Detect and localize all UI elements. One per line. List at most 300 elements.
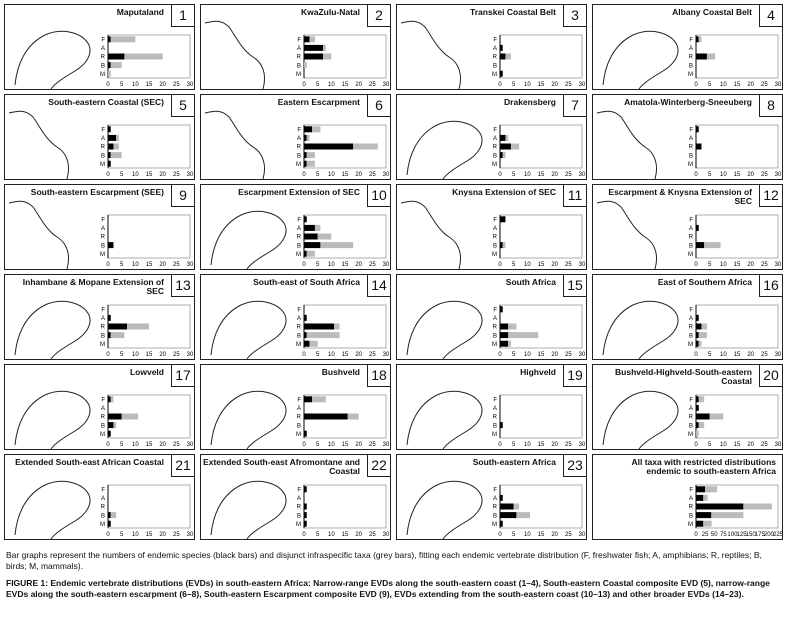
tick-label: 10 bbox=[327, 532, 335, 538]
tick-label: 0 bbox=[302, 82, 306, 88]
bar-endemic bbox=[108, 161, 111, 167]
tick-label: 30 bbox=[382, 532, 390, 538]
evd-panel bbox=[592, 184, 783, 270]
tick-label: 25 bbox=[172, 262, 180, 268]
category-label: F bbox=[297, 217, 301, 224]
tick-label: 5 bbox=[315, 82, 320, 88]
tick-label: 15 bbox=[341, 82, 349, 88]
category-label: M bbox=[296, 71, 301, 78]
panel-number: 4 bbox=[759, 5, 782, 27]
bar-disjunct bbox=[699, 422, 704, 428]
panel-chart bbox=[5, 455, 195, 540]
tick-label: 30 bbox=[186, 262, 194, 268]
tick-label: 0 bbox=[106, 262, 110, 268]
tick-label: 30 bbox=[382, 82, 390, 88]
panel-number: 9 bbox=[171, 185, 194, 207]
bar-disjunct bbox=[704, 242, 720, 248]
bar-endemic bbox=[108, 521, 111, 527]
tick-label: 0 bbox=[498, 82, 502, 88]
tick-label: 20 bbox=[551, 82, 559, 88]
panel-chart bbox=[593, 95, 783, 180]
category-label: B bbox=[296, 243, 301, 250]
tick-label: 20 bbox=[355, 172, 363, 178]
tick-label: 30 bbox=[774, 352, 782, 358]
distribution-map-outline bbox=[205, 111, 265, 179]
category-label: A bbox=[688, 46, 693, 53]
bar-endemic bbox=[108, 152, 111, 158]
category-label: A bbox=[492, 226, 497, 233]
tick-label: 200 bbox=[763, 532, 774, 538]
tick-label: 0 bbox=[694, 262, 698, 268]
category-label: M bbox=[100, 161, 105, 168]
tick-label: 25 bbox=[172, 532, 180, 538]
tick-label: 5 bbox=[707, 352, 712, 358]
tick-label: 20 bbox=[747, 442, 755, 448]
bar-endemic bbox=[696, 332, 699, 338]
bar-disjunct bbox=[111, 36, 136, 42]
category-label: M bbox=[296, 431, 301, 438]
panel-chart bbox=[397, 5, 587, 90]
category-label: M bbox=[688, 251, 693, 258]
chart-frame bbox=[304, 485, 386, 528]
evd-panel bbox=[396, 184, 587, 270]
tick-label: 15 bbox=[145, 82, 153, 88]
bar-disjunct bbox=[503, 152, 506, 158]
tick-label: 30 bbox=[578, 352, 586, 358]
category-label: R bbox=[688, 414, 693, 421]
evd-panel bbox=[396, 4, 587, 90]
panel-title: Albany Coastal Belt bbox=[672, 7, 752, 17]
tick-label: 10 bbox=[131, 172, 139, 178]
bar-endemic bbox=[304, 126, 312, 132]
chart-frame bbox=[696, 125, 778, 168]
bar-endemic bbox=[304, 396, 312, 402]
bar-disjunct bbox=[307, 152, 315, 158]
tick-label: 25 bbox=[564, 442, 572, 448]
tick-label: 10 bbox=[523, 82, 531, 88]
panel-title: Extended South-east African Coastal bbox=[15, 457, 164, 467]
tick-label: 15 bbox=[733, 352, 741, 358]
bar-disjunct bbox=[318, 234, 332, 240]
tick-label: 15 bbox=[145, 352, 153, 358]
bar-endemic bbox=[304, 144, 353, 150]
category-label: F bbox=[297, 127, 301, 134]
tick-label: 30 bbox=[382, 442, 390, 448]
bar-disjunct bbox=[703, 521, 711, 527]
tick-label: 5 bbox=[315, 172, 320, 178]
category-label: M bbox=[492, 251, 497, 258]
tick-label: 30 bbox=[774, 262, 782, 268]
evd-panel bbox=[592, 454, 783, 540]
category-label: F bbox=[297, 487, 301, 494]
panel-number: 15 bbox=[563, 275, 586, 297]
tick-label: 30 bbox=[382, 352, 390, 358]
bar-endemic bbox=[108, 396, 111, 402]
tick-label: 15 bbox=[733, 442, 741, 448]
category-label: F bbox=[493, 397, 497, 404]
panel-chart bbox=[397, 365, 587, 450]
panel-chart bbox=[201, 275, 391, 360]
bar-endemic bbox=[696, 521, 703, 527]
evd-panel bbox=[200, 4, 391, 90]
category-label: M bbox=[100, 431, 105, 438]
tick-label: 10 bbox=[131, 82, 139, 88]
tick-label: 20 bbox=[551, 172, 559, 178]
category-label: R bbox=[100, 324, 105, 331]
tick-label: 0 bbox=[302, 262, 306, 268]
bar-disjunct bbox=[699, 36, 702, 42]
category-label: M bbox=[492, 161, 497, 168]
legend-text: Bar graphs represent the numbers of endemic species (black bars) and disjunct infraspecific taxa (grey bars), fitting each endemic vertebrate distribution (F, freshwater fish; A, amphibians; R, reptiles; B, birds; M, mammals). bbox=[6, 550, 762, 571]
tick-label: 20 bbox=[747, 172, 755, 178]
category-label: M bbox=[296, 161, 301, 168]
bar-disjunct bbox=[124, 54, 162, 60]
tick-label: 30 bbox=[774, 442, 782, 448]
category-label: R bbox=[492, 324, 497, 331]
evd-panel bbox=[4, 274, 195, 360]
category-label: M bbox=[492, 431, 497, 438]
tick-label: 0 bbox=[694, 532, 698, 538]
category-label: B bbox=[688, 513, 693, 520]
bar-endemic bbox=[696, 486, 705, 492]
category-label: R bbox=[492, 504, 497, 511]
tick-label: 0 bbox=[694, 82, 698, 88]
category-label: F bbox=[689, 127, 693, 134]
distribution-map-outline bbox=[407, 391, 482, 449]
category-label: R bbox=[492, 414, 497, 421]
bar-endemic bbox=[304, 54, 323, 60]
category-label: M bbox=[100, 71, 105, 78]
tick-label: 30 bbox=[578, 442, 586, 448]
panel-number: 16 bbox=[759, 275, 782, 297]
category-label: M bbox=[688, 521, 693, 528]
tick-label: 15 bbox=[733, 82, 741, 88]
bar-endemic bbox=[108, 36, 111, 42]
category-label: F bbox=[689, 217, 693, 224]
tick-label: 30 bbox=[186, 352, 194, 358]
tick-label: 5 bbox=[511, 352, 516, 358]
category-label: B bbox=[100, 423, 105, 430]
bar-endemic bbox=[696, 396, 699, 402]
tick-label: 0 bbox=[106, 82, 110, 88]
panel-title: Eastern Escarpment bbox=[277, 97, 360, 107]
tick-label: 5 bbox=[707, 262, 712, 268]
category-label: R bbox=[296, 144, 301, 151]
category-label: F bbox=[493, 217, 497, 224]
bar-endemic bbox=[304, 225, 315, 231]
category-label: M bbox=[688, 71, 693, 78]
panel-title: Amatola-Winterberg-Sneeuberg bbox=[624, 97, 752, 107]
category-label: A bbox=[100, 226, 105, 233]
evd-panel bbox=[200, 274, 391, 360]
tick-label: 5 bbox=[119, 352, 124, 358]
tick-label: 20 bbox=[355, 442, 363, 448]
panel-title: Bushveld-Highveld-South-eastern Coastal bbox=[615, 367, 752, 386]
category-label: A bbox=[492, 46, 497, 53]
tick-label: 25 bbox=[368, 352, 376, 358]
bar-disjunct bbox=[508, 332, 538, 338]
panel-title: South-eastern Escarpment (SEE) bbox=[30, 187, 164, 197]
tick-label: 0 bbox=[106, 172, 110, 178]
tick-label: 5 bbox=[315, 532, 320, 538]
category-label: M bbox=[100, 341, 105, 348]
category-label: F bbox=[101, 37, 105, 44]
tick-label: 25 bbox=[760, 172, 768, 178]
category-label: M bbox=[688, 431, 693, 438]
distribution-map-outline bbox=[15, 31, 90, 89]
category-label: A bbox=[100, 46, 105, 53]
tick-label: 10 bbox=[523, 262, 531, 268]
bar-disjunct bbox=[743, 504, 771, 510]
bar-endemic bbox=[108, 332, 111, 338]
tick-label: 20 bbox=[355, 352, 363, 358]
bar-disjunct bbox=[505, 135, 508, 141]
tick-label: 5 bbox=[119, 82, 124, 88]
evd-panel bbox=[200, 364, 391, 450]
bar-endemic bbox=[108, 144, 113, 150]
tick-label: 5 bbox=[511, 172, 516, 178]
bar-disjunct bbox=[699, 396, 704, 402]
tick-label: 0 bbox=[694, 352, 698, 358]
bar-disjunct bbox=[699, 332, 707, 338]
panel-title: Maputaland bbox=[116, 7, 164, 17]
tick-label: 5 bbox=[707, 172, 712, 178]
tick-label: 15 bbox=[341, 532, 349, 538]
bar-disjunct bbox=[508, 341, 511, 347]
tick-label: 50 bbox=[710, 532, 718, 538]
bar-endemic bbox=[500, 495, 503, 501]
panel-chart bbox=[5, 275, 195, 360]
bar-disjunct bbox=[516, 512, 530, 518]
category-label: F bbox=[297, 397, 301, 404]
category-label: R bbox=[100, 504, 105, 511]
panel-number: 8 bbox=[759, 95, 782, 117]
tick-label: 20 bbox=[551, 262, 559, 268]
bar-endemic bbox=[500, 45, 503, 51]
distribution-map-outline bbox=[407, 481, 482, 539]
tick-label: 5 bbox=[315, 352, 320, 358]
category-label: R bbox=[296, 234, 301, 241]
panel-title: Knysna Extension of SEC bbox=[452, 187, 556, 197]
bar-endemic bbox=[696, 36, 699, 42]
chart-frame bbox=[696, 215, 778, 258]
category-label: A bbox=[688, 316, 693, 323]
bar-endemic bbox=[304, 161, 307, 167]
evd-panel bbox=[4, 364, 195, 450]
category-label: R bbox=[688, 504, 693, 511]
tick-label: 5 bbox=[119, 262, 124, 268]
category-label: A bbox=[492, 136, 497, 143]
bar-endemic bbox=[500, 71, 503, 77]
tick-label: 15 bbox=[537, 172, 545, 178]
evd-panel bbox=[396, 454, 587, 540]
tick-label: 10 bbox=[327, 442, 335, 448]
tick-label: 25 bbox=[564, 262, 572, 268]
evd-panel bbox=[592, 364, 783, 450]
category-label: A bbox=[492, 496, 497, 503]
distribution-map-outline bbox=[9, 111, 69, 179]
panel-number: 6 bbox=[367, 95, 390, 117]
category-label: F bbox=[493, 307, 497, 314]
bar-endemic bbox=[696, 414, 710, 420]
distribution-map-outline bbox=[407, 301, 482, 359]
category-label: B bbox=[688, 153, 693, 160]
distribution-map-outline bbox=[407, 121, 482, 179]
bar-disjunct bbox=[711, 512, 743, 518]
tick-label: 0 bbox=[694, 172, 698, 178]
bar-endemic bbox=[304, 152, 307, 158]
tick-label: 20 bbox=[159, 82, 167, 88]
category-label: A bbox=[492, 406, 497, 413]
panel-title: South-eastern Coastal (SEC) bbox=[48, 97, 164, 107]
bar-endemic bbox=[500, 144, 511, 150]
tick-label: 5 bbox=[315, 262, 320, 268]
tick-label: 100 bbox=[727, 532, 738, 538]
bar-disjunct bbox=[127, 324, 149, 330]
bar-disjunct bbox=[323, 45, 326, 51]
tick-label: 20 bbox=[159, 262, 167, 268]
tick-label: 10 bbox=[523, 442, 531, 448]
category-label: B bbox=[688, 63, 693, 70]
panel-chart bbox=[593, 185, 783, 270]
bar-disjunct bbox=[307, 135, 310, 141]
tick-label: 30 bbox=[382, 262, 390, 268]
panel-chart bbox=[397, 185, 587, 270]
tick-label: 0 bbox=[302, 442, 306, 448]
category-label: F bbox=[493, 37, 497, 44]
bar-disjunct bbox=[111, 512, 116, 518]
tick-label: 15 bbox=[341, 352, 349, 358]
tick-label: 10 bbox=[131, 262, 139, 268]
distribution-map-outline bbox=[211, 301, 286, 359]
distribution-map-outline bbox=[15, 391, 90, 449]
category-label: A bbox=[100, 406, 105, 413]
tick-label: 30 bbox=[774, 172, 782, 178]
evd-panel bbox=[4, 94, 195, 180]
category-label: R bbox=[100, 54, 105, 61]
category-label: B bbox=[492, 153, 497, 160]
tick-label: 0 bbox=[106, 442, 110, 448]
bar-endemic bbox=[304, 315, 307, 321]
bar-endemic bbox=[696, 54, 707, 60]
category-label: R bbox=[688, 144, 693, 151]
category-label: F bbox=[689, 307, 693, 314]
panel-number: 22 bbox=[367, 455, 390, 477]
category-label: B bbox=[100, 243, 105, 250]
tick-label: 10 bbox=[327, 172, 335, 178]
bar-disjunct bbox=[334, 324, 339, 330]
bar-endemic bbox=[500, 216, 505, 222]
panel-chart bbox=[593, 455, 783, 540]
bar-disjunct bbox=[111, 62, 122, 68]
tick-label: 20 bbox=[159, 442, 167, 448]
panel-chart bbox=[397, 95, 587, 180]
tick-label: 150 bbox=[745, 532, 756, 538]
bar-endemic bbox=[696, 422, 699, 428]
tick-label: 75 bbox=[719, 532, 727, 538]
bar-endemic bbox=[304, 324, 334, 330]
panel-chart bbox=[5, 365, 195, 450]
category-label: F bbox=[689, 37, 693, 44]
category-label: R bbox=[688, 54, 693, 61]
tick-label: 30 bbox=[578, 172, 586, 178]
category-label: F bbox=[101, 307, 105, 314]
bar-disjunct bbox=[514, 504, 519, 510]
tick-label: 25 bbox=[172, 82, 180, 88]
category-label: A bbox=[688, 496, 693, 503]
distribution-map-outline bbox=[603, 391, 678, 449]
panel-number: 19 bbox=[563, 365, 586, 387]
category-label: B bbox=[296, 63, 301, 70]
tick-label: 15 bbox=[537, 82, 545, 88]
tick-label: 25 bbox=[564, 352, 572, 358]
panel-number: 21 bbox=[171, 455, 194, 477]
category-label: R bbox=[100, 234, 105, 241]
bar-endemic bbox=[696, 126, 699, 132]
panel-title: Bushveld bbox=[321, 367, 360, 377]
bar-disjunct bbox=[696, 431, 699, 437]
panel-title: Inhambane & Mopane Extension of SEC bbox=[22, 277, 164, 296]
panel-chart bbox=[397, 455, 587, 540]
bar-endemic bbox=[304, 512, 307, 518]
bar-endemic bbox=[500, 242, 503, 248]
panel-number: 3 bbox=[563, 5, 586, 27]
tick-label: 30 bbox=[186, 172, 194, 178]
tick-label: 5 bbox=[119, 532, 124, 538]
bar-disjunct bbox=[122, 414, 138, 420]
category-label: A bbox=[296, 496, 301, 503]
category-label: A bbox=[296, 46, 301, 53]
bar-disjunct bbox=[111, 396, 114, 402]
panel-title: Lowveld bbox=[129, 367, 164, 377]
tick-label: 15 bbox=[537, 262, 545, 268]
bar-endemic bbox=[108, 431, 111, 437]
bar-endemic bbox=[500, 521, 503, 527]
bar-disjunct bbox=[113, 144, 118, 150]
category-label: F bbox=[101, 217, 105, 224]
bar-endemic bbox=[696, 225, 699, 231]
category-label: M bbox=[492, 341, 497, 348]
bar-endemic bbox=[304, 341, 309, 347]
bar-endemic bbox=[108, 414, 122, 420]
tick-label: 25 bbox=[760, 262, 768, 268]
bar-disjunct bbox=[315, 225, 320, 231]
bar-endemic bbox=[696, 324, 701, 330]
bar-endemic bbox=[108, 315, 111, 321]
category-label: F bbox=[101, 487, 105, 494]
panel-title: Drakensberg bbox=[504, 97, 556, 107]
bar-disjunct bbox=[505, 54, 510, 60]
bar-disjunct bbox=[304, 62, 307, 68]
panel-chart bbox=[593, 5, 783, 90]
bar-disjunct bbox=[348, 414, 359, 420]
tick-label: 0 bbox=[498, 532, 502, 538]
category-label: B bbox=[688, 333, 693, 340]
category-label: B bbox=[100, 333, 105, 340]
bar-disjunct bbox=[312, 126, 320, 132]
bar-disjunct bbox=[323, 54, 331, 60]
category-label: A bbox=[688, 406, 693, 413]
tick-label: 225 bbox=[772, 532, 784, 538]
tick-label: 25 bbox=[564, 82, 572, 88]
category-label: F bbox=[101, 127, 105, 134]
bar-endemic bbox=[500, 152, 503, 158]
category-label: R bbox=[492, 234, 497, 241]
panel-chart bbox=[201, 95, 391, 180]
tick-label: 125 bbox=[736, 532, 747, 538]
chart-frame bbox=[108, 215, 190, 258]
figure-caption bbox=[6, 550, 785, 606]
